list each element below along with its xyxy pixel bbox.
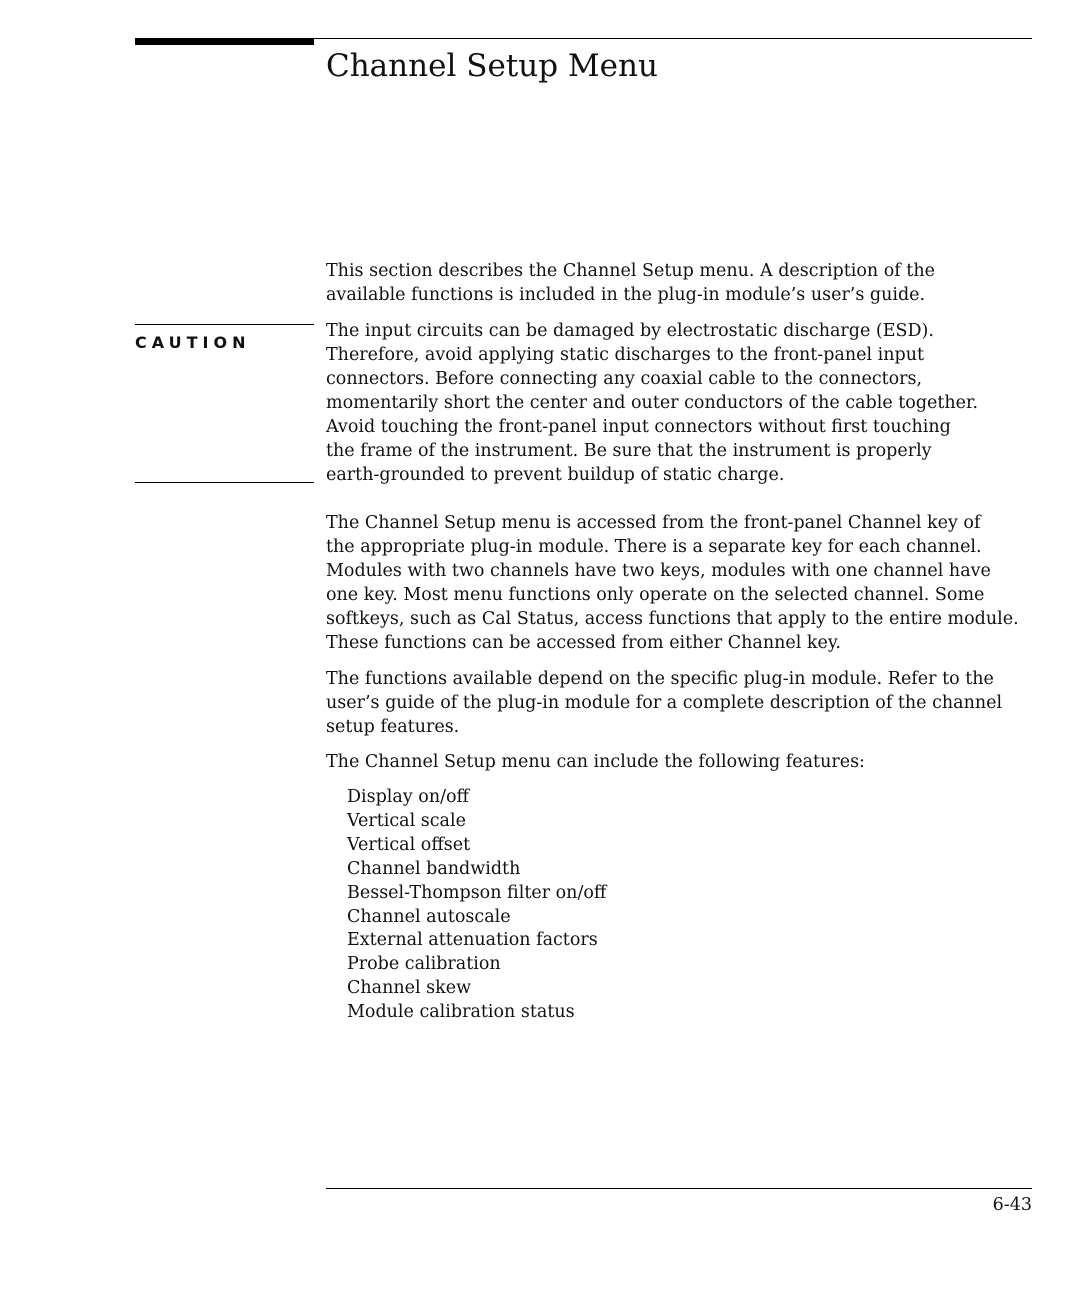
caution-line: Avoid touching the front-panel input connectors without first touching [326, 417, 951, 437]
footer-rule [326, 1188, 1032, 1189]
caution-line: The input circuits can be damaged by electrostatic discharge (ESD). [326, 321, 934, 341]
access-line: the appropriate plug-in module. There is a separate key for each channel. [326, 537, 982, 557]
access-line: one key. Most menu functions only operate on the selected channel. Some [326, 585, 985, 605]
feature-item: Channel bandwidth [347, 858, 521, 879]
access-paragraph [326, 511, 1036, 655]
caution-top-rule [135, 324, 314, 325]
feature-item: Bessel-Thompson filter on/off [347, 882, 607, 903]
caution-label: CAUTION [135, 333, 251, 352]
feature-item: External attenuation factors [347, 930, 598, 951]
header-thick-rule [135, 38, 314, 45]
header-rule [314, 38, 1032, 39]
depend-line: The functions available depend on the specific plug-in module. Refer to the [326, 669, 994, 689]
caution-line: the frame of the instrument. Be sure that the instrument is properly [326, 441, 932, 461]
access-line: Modules with two channels have two keys, modules with one channel have [326, 561, 991, 581]
access-line: softkeys, such as Cal Status, access functions that apply to the entire module. [326, 609, 1019, 629]
depend-line: user’s guide of the plug-in module for a complete description of the channel [326, 693, 1003, 713]
depend-paragraph [326, 667, 1036, 739]
feature-item: Vertical scale [347, 810, 466, 831]
feature-item: Channel skew [347, 978, 472, 999]
intro-line: available functions is included in the plug-in module’s user’s guide. [326, 285, 926, 305]
caution-paragraph [326, 319, 1036, 487]
access-line: The Channel Setup menu is accessed from the front-panel Channel key of [326, 513, 981, 533]
caution-line: momentarily short the center and outer conductors of the cable together. [326, 393, 979, 413]
feature-item: Probe calibration [347, 954, 501, 975]
access-line: These functions can be accessed from either Channel key. [326, 633, 841, 653]
caution-bottom-rule [135, 482, 314, 483]
feature-item: Vertical offset [347, 834, 471, 855]
page-number: 6-43 [992, 1195, 1032, 1215]
feature-list [347, 786, 606, 1025]
list-intro: The Channel Setup menu can include the following features: [326, 752, 865, 772]
caution-line: Therefore, avoid applying static discharges to the front-panel input [326, 345, 924, 365]
caution-line: earth-grounded to prevent buildup of static charge. [326, 465, 785, 485]
depend-line: setup features. [326, 717, 460, 737]
intro-paragraph [326, 259, 1036, 307]
page-title: Channel Setup Menu [326, 48, 658, 84]
feature-item: Module calibration status [347, 1002, 575, 1023]
intro-line: This section describes the Channel Setup menu. A description of the [326, 261, 935, 281]
feature-item: Display on/off [347, 787, 469, 807]
feature-item: Channel autoscale [347, 906, 511, 927]
caution-line: connectors. Before connecting any coaxial cable to the connectors, [326, 369, 923, 389]
